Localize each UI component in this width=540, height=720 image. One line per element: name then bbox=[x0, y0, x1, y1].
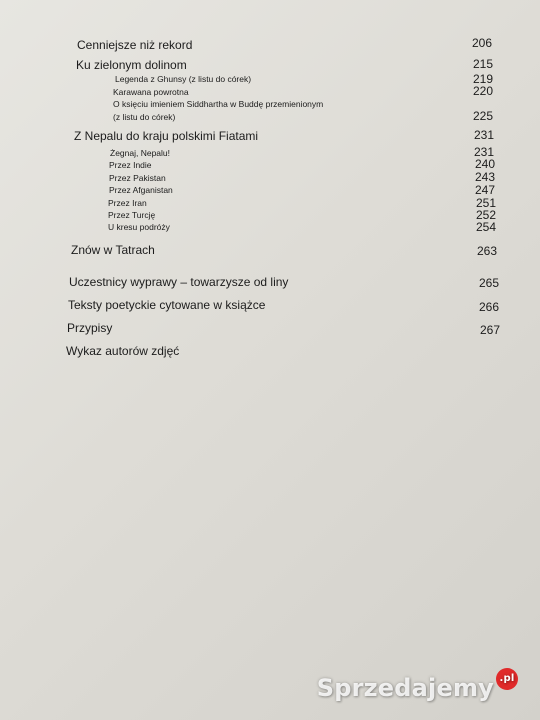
toc-entry-page: 215 bbox=[472, 57, 493, 71]
toc-subentry-page: 240 bbox=[474, 157, 495, 171]
toc-entry-title: Uczestnicy wyprawy – towarzysze od liny bbox=[69, 275, 289, 289]
toc-entry-page: 267 bbox=[479, 323, 500, 337]
toc-entry-title: Wykaz autorów zdjęć bbox=[66, 344, 180, 358]
toc-entry-page: 206 bbox=[471, 36, 492, 50]
toc-entry-title: Cenniejsze niż rekord bbox=[77, 38, 193, 52]
toc-subentry-title: Przez Turcję bbox=[108, 210, 156, 220]
toc-entry-page: 265 bbox=[478, 276, 499, 290]
toc-entry-title: Teksty poetyckie cytowane w książce bbox=[68, 298, 266, 312]
watermark-logo bbox=[317, 674, 518, 702]
toc-entry-page: 231 bbox=[473, 128, 494, 142]
toc-subentry-title: Przez Iran bbox=[108, 198, 147, 208]
toc-entry-title: Z Nepalu do kraju polskimi Fiatami bbox=[74, 129, 259, 143]
toc-subentry-title: Żegnaj, Nepalu! bbox=[110, 148, 171, 158]
toc-subentry-page: 247 bbox=[474, 183, 495, 197]
toc-subentry-title: Legenda z Ghunsy (z listu do córek) bbox=[115, 74, 252, 84]
toc-subentry-title: Przez Afganistan bbox=[109, 185, 173, 195]
toc-subentry-page: 243 bbox=[474, 170, 495, 184]
toc-subentry-title: (z listu do córek) bbox=[113, 112, 176, 122]
toc-subentry-title: Karawana powrotna bbox=[113, 87, 189, 97]
toc-subentry-page: 252 bbox=[475, 208, 496, 222]
toc-subentry-title: U kresu podróży bbox=[108, 222, 170, 232]
watermark-badge: .pl bbox=[496, 668, 518, 690]
toc-subentry-title: O księciu imieniem Siddhartha w Buddę przemienionym bbox=[113, 99, 324, 109]
toc-subentry-page: 254 bbox=[475, 220, 496, 234]
toc-subentry-title: Przez Pakistan bbox=[109, 173, 166, 183]
toc-subentry-page: 225 bbox=[472, 109, 493, 123]
toc-subentry-page: 231 bbox=[473, 145, 494, 159]
toc-subentry-title: Przez Indie bbox=[109, 160, 152, 170]
toc-subentry-page: 220 bbox=[472, 84, 493, 98]
toc-entry-title: Znów w Tatrach bbox=[71, 243, 155, 257]
toc-entry-title: Ku zielonym dolinom bbox=[76, 58, 187, 72]
toc-entry-page: 263 bbox=[476, 244, 497, 258]
toc-entry-page: 266 bbox=[478, 300, 499, 314]
toc-subentry-page: 251 bbox=[475, 196, 496, 210]
watermark-text: Sprzedajemy bbox=[316, 674, 494, 702]
toc-subentry-page: 219 bbox=[472, 72, 493, 86]
toc-entry-title: Przypisy bbox=[67, 321, 113, 335]
